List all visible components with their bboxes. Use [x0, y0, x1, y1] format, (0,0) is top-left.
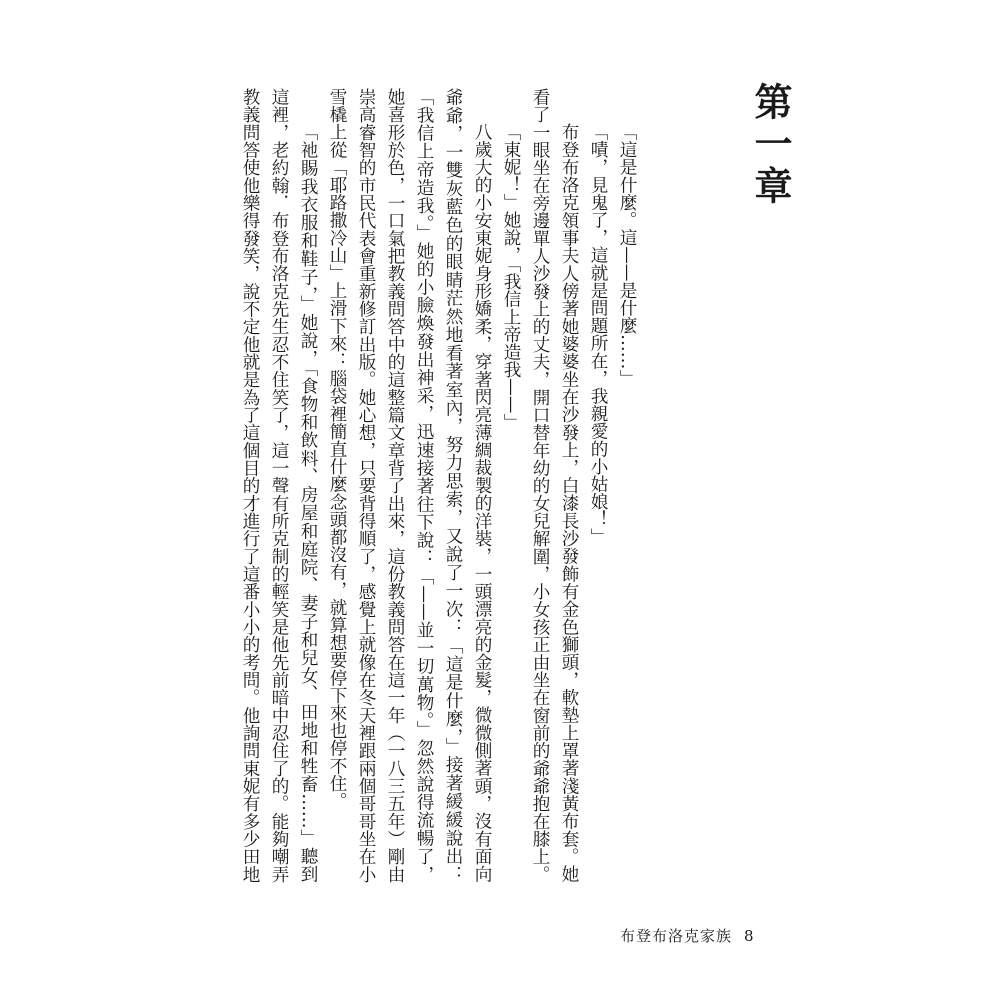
book-title: 布登布洛克家族	[620, 927, 733, 945]
page-number: 8	[744, 927, 755, 945]
text-line: 「我信上帝造我。」她的小臉煥發出神采，迅速接著往下說：「——並一切萬物。」忽然說得流暢了，	[414, 88, 434, 883]
text-line: 她喜形於色，一口氣把教義問答中的這整篇文章背了出來，這份教義問答在這一年（一八三五年）剛由	[385, 88, 405, 883]
body-text	[235, 88, 641, 883]
text-line: 教義問答使他樂得發笑，說不定他就是為了這個目的才進行了這番小小的考問。他詢問東妮有多少田地	[240, 88, 260, 883]
text-line: 這裡，老約翰．布登布洛克先生忍不住笑了，這一聲有所克制的輕笑是他先前暗中忍住了的。能夠嘲弄	[269, 88, 289, 883]
text-line: 雪橇上從「耶路撒冷山」上滑下來：腦袋裡簡直什麼念頭都沒有，就算想要停下來也停不住。	[327, 88, 347, 810]
text-line: 「嘖，見鬼了，這就是問題所在，我親愛的小姑娘！」	[588, 123, 608, 546]
text-line: 爺爺，一雙灰藍色的眼睛茫然地看著室內，努力思索，又說了一次：「這是什麼，」接著緩緩說出：	[443, 88, 463, 883]
running-footer	[620, 925, 767, 946]
text-line: 「祂賜我衣服和鞋子，」她說，「食物和飲料、房屋和庭院、妻子和兒女、田地和牲畜……」聽到	[298, 123, 318, 883]
text-line: 布登布洛克領事夫人傍著她婆婆坐在沙發上，白漆長沙發飾有金色獅頭，軟墊上罩著淺黃布套。她	[559, 123, 579, 883]
text-line: 八歲大的小安東妮身形嬌柔，穿著閃亮薄綢裁製的洋裝，一頭漂亮的金髮，微微側著頭，沒有面向	[472, 123, 492, 883]
chapter-title: 第一章	[748, 82, 793, 208]
text-line: 看了一眼坐在旁邊單人沙發上的丈夫，開口替年幼的女兒解圍，小女孩正由坐在窗前的爺爺抱在膝上。	[530, 88, 550, 883]
text-line: 「這是什麼。這——是什麼……」	[617, 123, 637, 388]
text-line: 崇高睿智的市民代表會重新修訂出版。她心想，只要背得順了，感覺上就像在冬天裡跟兩個哥哥坐在小	[356, 88, 376, 883]
text-line: 「東妮！」她說，「我信上帝造我——」	[501, 123, 521, 432]
